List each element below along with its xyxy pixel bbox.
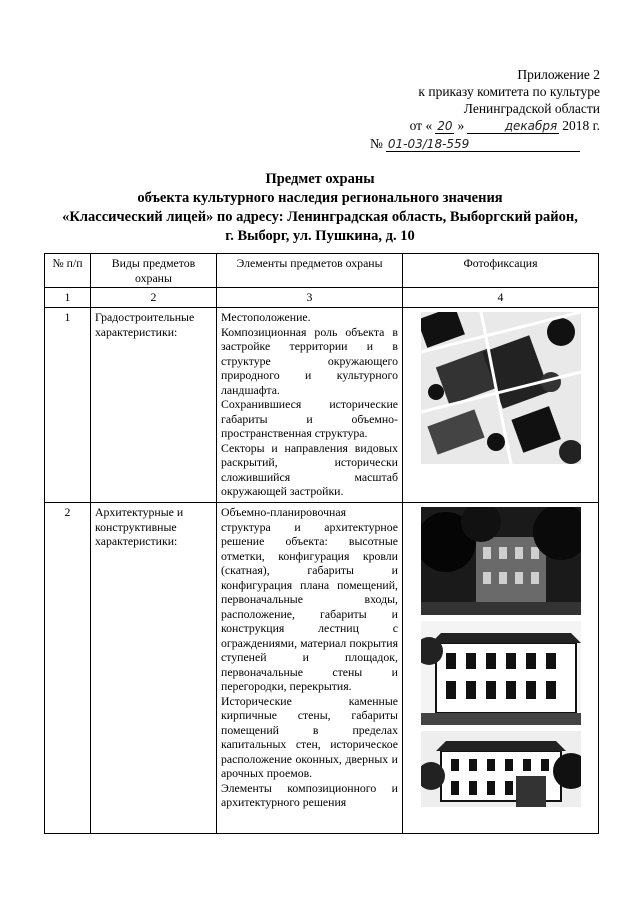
facade-photo-corner — [421, 731, 581, 807]
table-header-row — [45, 254, 599, 288]
handwritten-month: декабря — [467, 119, 559, 134]
row-number: 1 — [45, 308, 91, 503]
document-title — [40, 170, 600, 246]
column-number-row: 1 2 3 4 — [45, 288, 599, 308]
row-elements: Объемно-планировочная структура и архитектурное решение объекта: высотные отметки, конфигурация кровли (скатная), габариты и конфигурация плана помещений, первоначальные входы, расположение, габариты и конструкция лестниц с ограждениями, материал покрытия ступеней и площадок, первоначальные стены и перегородки, перекрытия. Исторические каменные кирпичные стены, габариты помещений в пределах капитальных стен, историческое расположение оконных, дверных и арочных проемов. Элементы композиционного и архитектурного решения — [217, 503, 403, 834]
title-line-4: г. Выборг, ул. Пушкина, д. 10 — [225, 228, 415, 244]
appendix-title: Приложение 2 — [517, 67, 600, 82]
facade-photo-building — [421, 621, 581, 725]
handwritten-day: 20 — [437, 119, 453, 133]
appendix-date: от « 20 » декабря 2018 г. — [409, 118, 600, 133]
appendix-region: Ленинградской области — [463, 101, 600, 116]
row-number: 2 — [45, 503, 91, 834]
row-photos — [403, 308, 599, 503]
appendix-number: № 01-03/18-559 — [370, 135, 600, 152]
table-row — [45, 503, 599, 834]
row-type: Градостроительные характеристики: — [91, 308, 217, 503]
row-type: Архитектурные и конструктивные характеристики: — [91, 503, 217, 834]
aerial-photo — [421, 312, 581, 464]
title-line-1: Предмет охраны — [265, 171, 375, 187]
header-elements: Элементы предметов охраны — [217, 254, 403, 288]
title-line-2: объекта культурного наследия регионального значения — [137, 190, 503, 206]
header-num: № п/п — [45, 254, 91, 288]
header-type: Виды предметов охраны — [91, 254, 217, 288]
row-photos — [403, 503, 599, 834]
table-row — [45, 308, 599, 503]
appendix-block — [370, 66, 600, 152]
title-line-3: «Классический лицей» по адресу: Ленинградская область, Выборгский район, — [62, 209, 578, 225]
row-elements: Местоположение. Композиционная роль объекта в застройке территории и в структуре окружающего природного и культурного ландшафта. Сохранившиеся исторические габариты и объемно-пространственная структура. Секторы и направления видовых раскрытий, исторически сложившийся масштаб окружающей застройки. — [217, 308, 403, 503]
facade-photo-trees — [421, 507, 581, 615]
header-photo: Фотофиксация — [403, 254, 599, 288]
protection-table — [44, 253, 599, 834]
handwritten-number: 01-03/18-559 — [386, 137, 580, 152]
appendix-order-ref: к приказу комитета по культуре — [418, 84, 600, 99]
